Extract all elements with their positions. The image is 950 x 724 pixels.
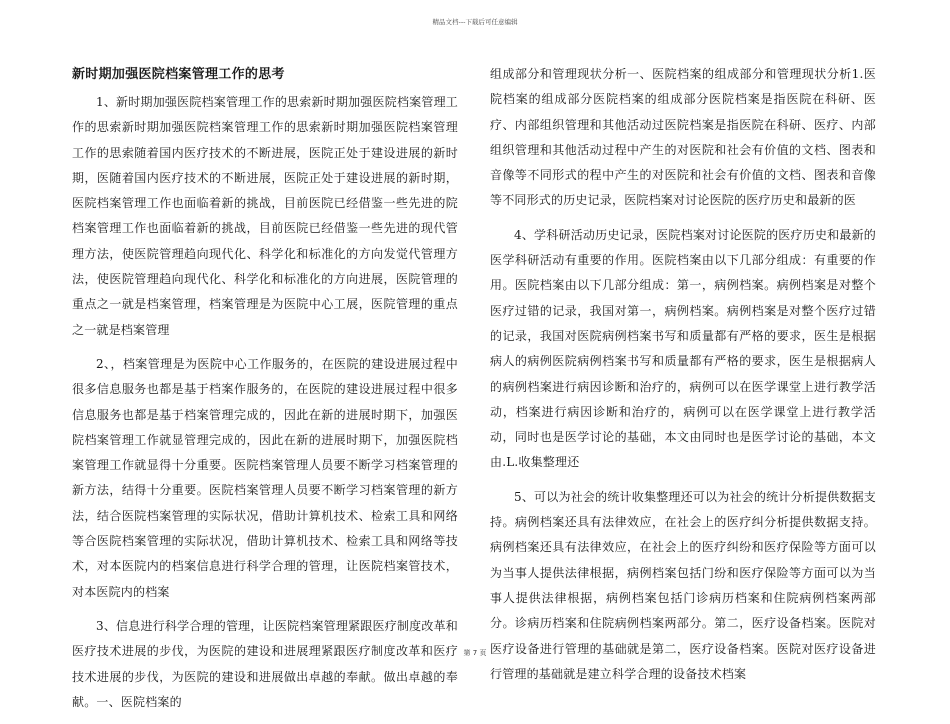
paragraph: 4、学科研活动历史记录，医院档案对讨论医院的医疗历史和最新的医学科研活动有重要的作用。医院档案由以下几部分组成：有重要的作用。医院档案由以下几部分组成：第一，病例档案。病例档案是对整个医疗过错的记录，我国对第一，病例档案。病例档案是对整个医疗过错的记录，我国对医院病例档案书写和质量都有严格的要求，医生是根据病人的病例医院病例档案书写和质量都有严格的要求，医生是根据病人的病例档案进行病因诊断和治疗的，病例可以在医学课堂上进行教学活动，档案进行病因诊断和治疗的，病例可以在医学课堂上进行教学活动，同时也是医学讨论的基础，本文由同时也是医学讨论的基础，本文由.L.收集整理还	[490, 227, 876, 470]
paragraph-continued: 组成部分和管理现状分析一、医院档案的组成部分和管理现状分析1.医院档案的组成部分医院档案的组成部分医院档案是指医院在科研、医疗、内部组织管理和其他活动过医院档案是指医院在科研、医疗、内部组织管理和其他活动过程中产生的对医院和社会有价值的文档、图表和音像等不同形式的程中产生的对医院和社会有价值的文档、图表和音像等不同形式的历史记录，医院档案对讨论医院的医疗历史和最新的医	[490, 67, 876, 208]
page-header: 精品文档---下载后可任意编辑	[432, 18, 518, 26]
left-column	[72, 62, 458, 724]
right-column	[490, 62, 876, 696]
paragraph: 3、信息进行科学合理的管理，让医院档案管理紧跟医疗制度改革和医疗技术进展的步伐，为医院的建设和进展理紧跟医疗制度改革和医疗技术进展的步伐，为医院的建设和进展做出卓越的奉献。做出卓越的奉献。一、医院档案的	[72, 618, 458, 709]
page-number: 第 7 页	[463, 649, 487, 657]
paragraph: 2、，档案管理是为医院中心工作服务的，在医院的建设进展过程中很多信息服务也都是基于档案作服务的，在医院的建设进展过程中很多信息服务也都是基于档案管理完成的，因此在新的进展时期下，加强医院档案管理工作就显管理完成的，因此在新的进展时期下，加强医院档案管理工作就显得十分重要。医院档案管理人员要不断学习档案管理的新方法，结得十分重要。医院档案管理人员要不断学习档案管理的新方法，结合医院档案管理的实际状况，借助计算机技术、检索工具和网络等合医院档案管理的实际状况，借助计算机技术、检索工具和网络等技术，对本医院内的档案信息进行科学合理的管理，让医院档案管技术，对本医院内的档案	[72, 356, 458, 599]
paragraph: 1、新时期加强医院档案管理工作的思索新时期加强医院档案管理工作的思索新时期加强医院档案管理工作的思索新时期加强医院档案管理工作的思索随着国内医疗技术的不断进展，医院正处于建设进展的新时期，医随着国内医疗技术的不断进展，医院正处于建设进展的新时期，医院档案管理工作也面临着新的挑战，目前医院已经借鉴一些先进的院档案管理工作也面临着新的挑战，目前医院已经借鉴一些先进的现代管理方法，使医院管理趋向现代化、科学化和标准化的方向发觉代管理方法，使医院管理趋向现代化、科学化和标准化的方向进展，医院管理的重点之一就是档案管理，档案管理是为医院中心工展，医院管理的重点之一就是档案管理	[72, 95, 458, 337]
paragraph: 5、可以为社会的统计收集整理还可以为社会的统计分析提供数据支持。病例档案还具有法律效应，在社会上的医疗纠分析提供数据支持。病例档案还具有法律效应，在社会上的医疗纠纷和医疗保险等方面可以为当事人提供法律根据，病例档案包括门纷和医疗保险等方面可以为当事人提供法律根据，病例档案包括门诊病历档案和住院病例档案两部分。诊病历档案和住院病例档案两部分。第二，医疗设备档案。医院对医疗设备进行管理的基础就是第二，医疗设备档案。医院对医疗设备进行管理的基础就是建立科学合理的设备技术档案	[490, 489, 876, 681]
document-title: 新时期加强医院档案管理工作的思考	[72, 67, 285, 82]
